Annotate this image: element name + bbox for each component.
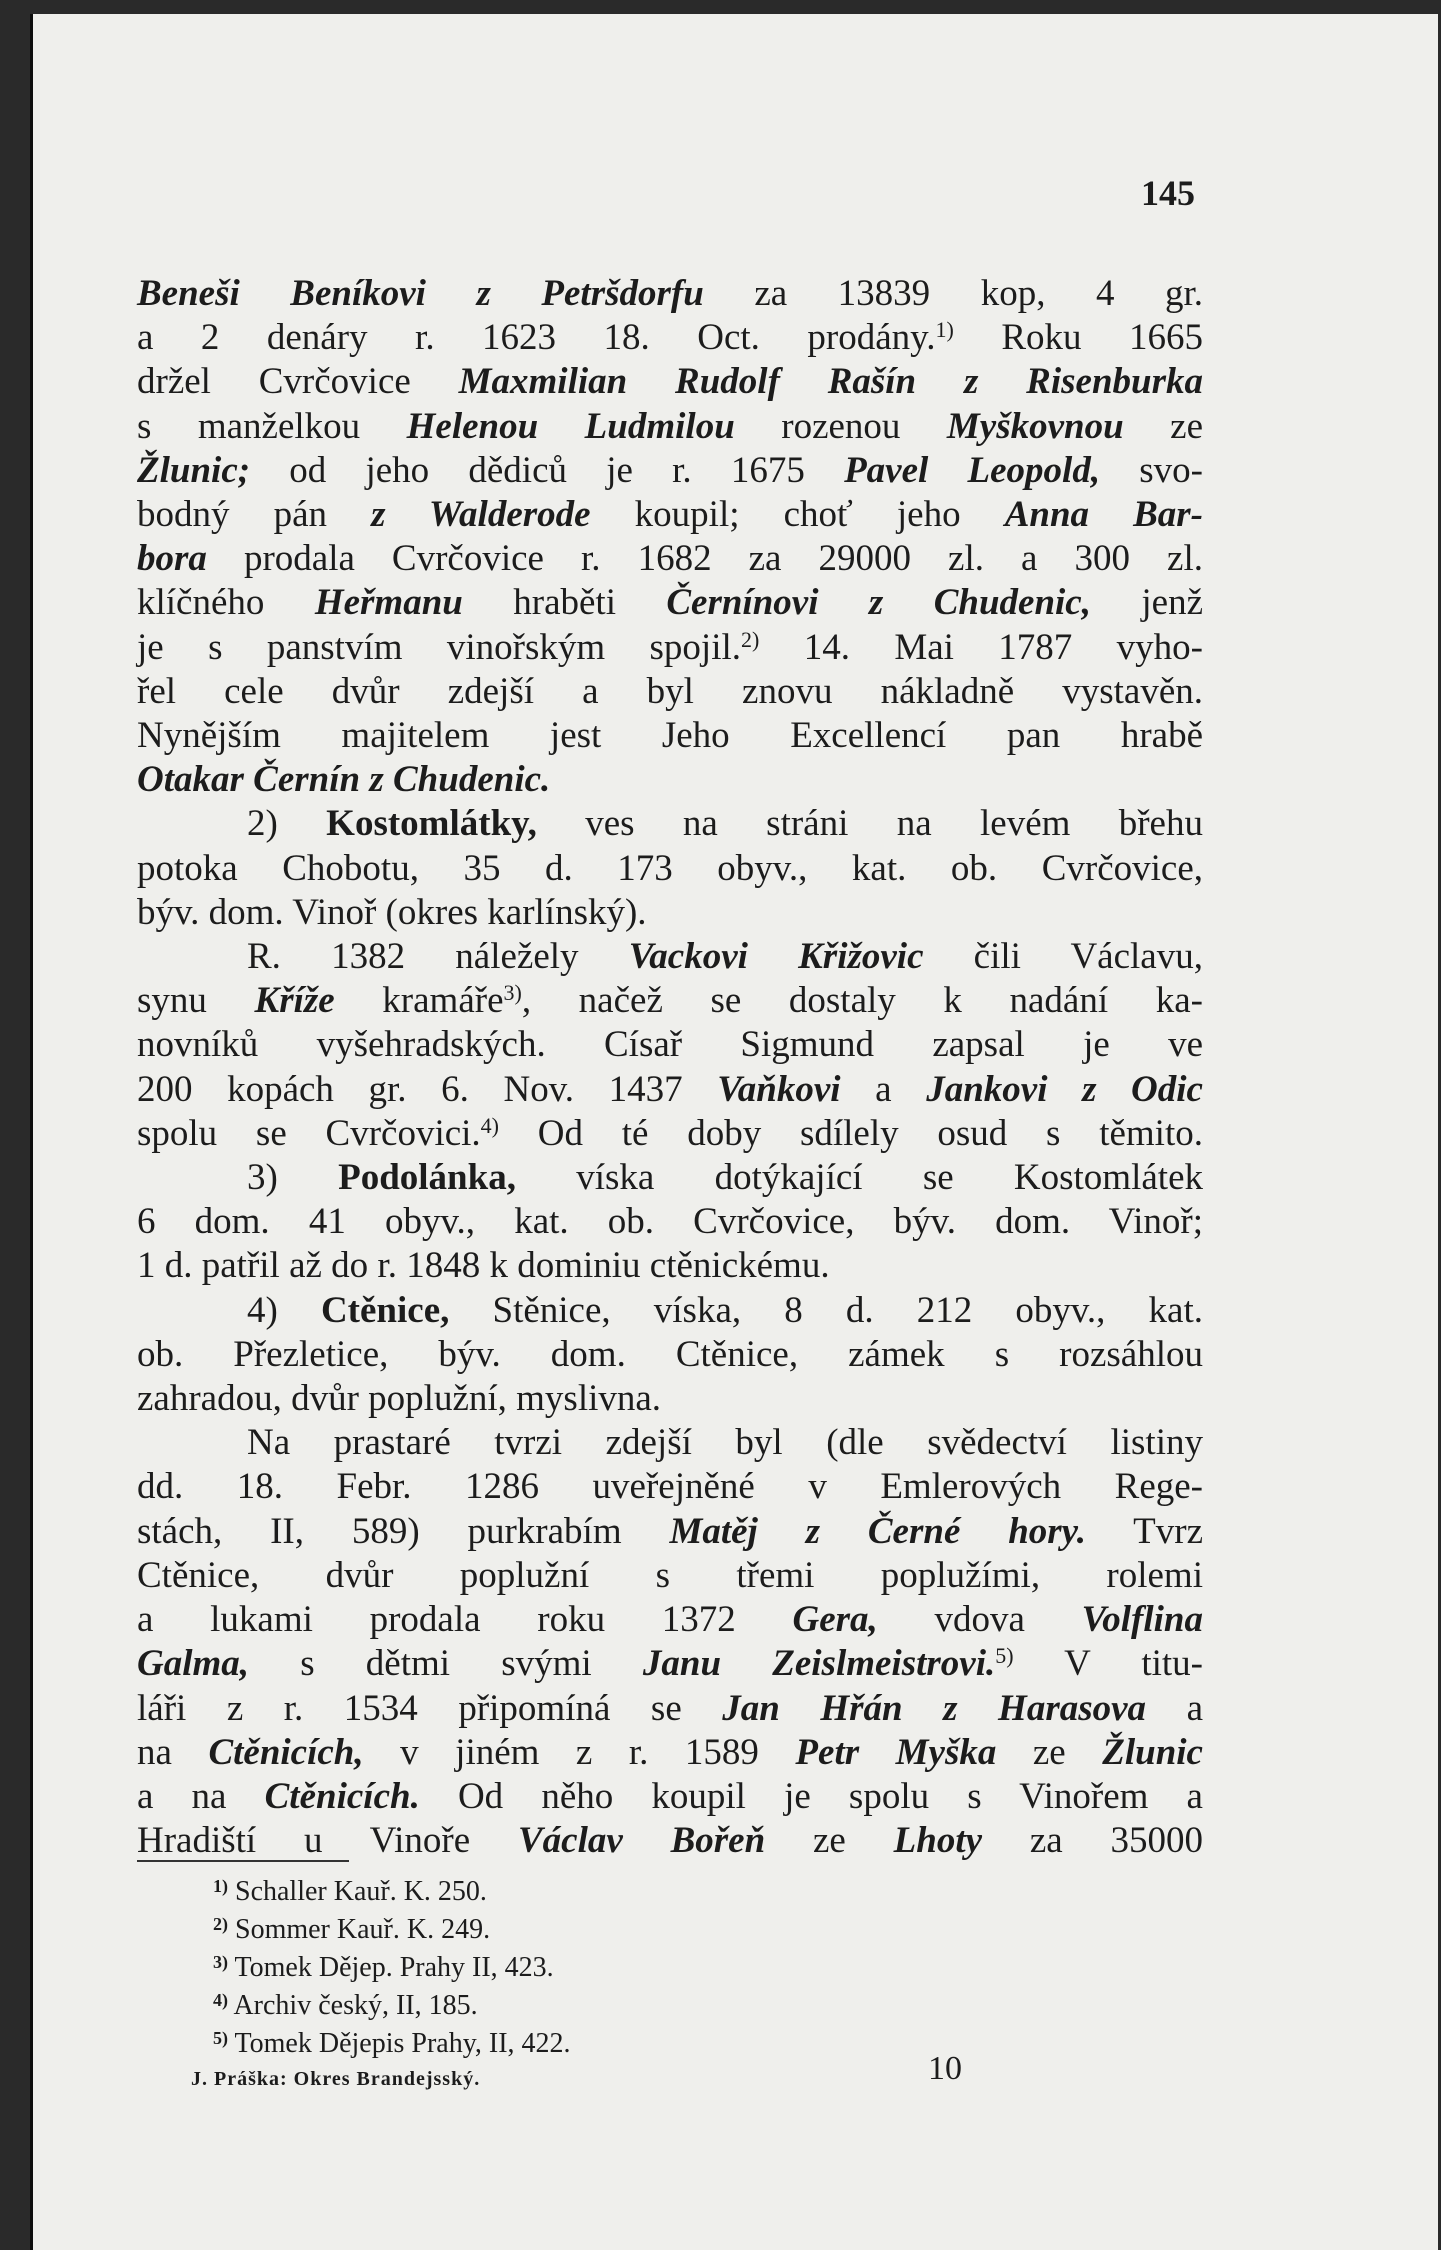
text-line — [137, 1465, 1203, 1509]
text-segment: Černínovi z Chudenic, — [666, 582, 1091, 624]
text-segment: Myškovnou — [946, 405, 1124, 447]
footnote-text: Sommer Kauř. K. 249. — [228, 1914, 491, 1945]
text-line — [137, 1731, 1203, 1775]
text-line — [137, 1554, 1203, 1598]
text-segment: Žlunic — [1102, 1731, 1203, 1773]
footnote-ref: 3) — [503, 980, 522, 1006]
text-segment: zahradou, dvůr poplužní, myslivna. — [137, 1378, 662, 1420]
page-number: 145 — [1141, 173, 1195, 213]
text-segment: jenž — [1090, 582, 1204, 624]
text-segment: bodný pán — [137, 494, 372, 536]
text-segment: v jiném z r. 1589 — [363, 1731, 796, 1773]
footnote-item — [213, 1984, 571, 2022]
text-segment: Helenou Ludmilou — [406, 405, 735, 447]
text-line — [137, 802, 1203, 846]
text-segment: Ctěnicích. — [264, 1775, 420, 1817]
text-segment: za 35000 — [982, 1820, 1203, 1862]
footnote-mark: 1) — [213, 1876, 228, 1896]
text-line — [137, 1819, 1203, 1863]
text-line — [137, 1112, 1203, 1156]
text-segment: Gera, — [792, 1599, 878, 1641]
text-segment: Ctěnice, dvůr poplužní s třemi poplužími, rolemi — [137, 1554, 1203, 1596]
text-segment: Janu Zeislmeistrovi. — [642, 1643, 996, 1685]
text-segment: Od té doby sdílely osud s těmito. — [499, 1112, 1203, 1154]
footnote-text: Tomek Dějep. Prahy II, 423. — [228, 1952, 554, 1983]
text-line — [137, 847, 1203, 891]
text-segment: Žlunic; — [137, 449, 251, 491]
text-segment: od jeho dědiců je r. 1675 — [250, 449, 845, 491]
text-line — [137, 714, 1203, 758]
text-segment: z Walderode — [371, 494, 591, 536]
text-segment: Lhoty — [893, 1820, 983, 1862]
text-line — [137, 581, 1203, 625]
text-segment: koupil; choť jeho — [590, 494, 1005, 536]
text-segment: 1 d. patřil až do r. 1848 k dominiu ctěnickému. — [137, 1245, 830, 1287]
text-segment: vdova — [877, 1599, 1082, 1641]
text-segment: Heřmanu — [314, 582, 463, 624]
text-segment: víska dotýkající se Kostomlátek — [515, 1157, 1203, 1199]
text-line — [137, 493, 1203, 537]
text-segment: a 2 denáry r. 1623 18. Oct. prodány. — [137, 317, 936, 359]
text-segment: Beneši Beníkovi z Petršdorfu — [137, 273, 704, 314]
text-segment: 14. Mai 1787 vyho- — [759, 626, 1203, 668]
text-segment: rozenou — [734, 405, 947, 447]
text-segment: prodala Cvrčovice r. 1682 za 29000 zl. a 300 zl. — [206, 538, 1203, 580]
footnote-item — [213, 1946, 571, 1984]
text-segment: klíčného — [137, 582, 315, 624]
book-page — [30, 14, 1438, 2250]
text-segment: 2) — [247, 803, 327, 845]
text-line — [137, 670, 1203, 714]
footnotes — [213, 1870, 571, 2060]
text-segment: a — [1146, 1687, 1203, 1729]
footnote-ref: 5) — [995, 1643, 1014, 1669]
text-segment: novníků vyšehradských. Císař Sigmund zapsal je ve — [137, 1024, 1203, 1066]
text-line — [137, 1023, 1203, 1067]
text-line — [137, 316, 1203, 360]
footnote-mark: 3) — [213, 1952, 228, 1972]
text-line — [137, 1200, 1203, 1244]
text-line — [137, 405, 1203, 449]
footnote-item — [213, 1908, 571, 1946]
sheet-signature: J. Práška: Okres Brandejsský. — [191, 2068, 481, 2090]
text-segment: na — [137, 1731, 209, 1773]
text-line — [137, 1642, 1203, 1686]
page-body-text — [137, 272, 1203, 1863]
text-segment: , načež se dostaly k nadání ka- — [521, 980, 1203, 1022]
sheet-number: 10 — [928, 2050, 962, 2087]
text-segment: a — [840, 1068, 927, 1110]
text-line — [137, 537, 1203, 581]
text-segment: R. 1382 náležely — [247, 936, 629, 978]
text-line — [137, 449, 1203, 493]
text-segment: svo- — [1100, 449, 1204, 491]
text-segment: Volflina — [1081, 1599, 1203, 1641]
text-line — [137, 1421, 1203, 1465]
text-segment: ze — [1123, 405, 1203, 447]
text-segment: ob. Přezletice, býv. dom. Ctěnice, zámek s rozsáhlou — [137, 1333, 1203, 1375]
text-line — [137, 758, 1203, 802]
text-segment: s dětmi svými — [249, 1643, 643, 1685]
text-segment: a lukami prodala roku 1372 — [137, 1599, 793, 1641]
text-segment: 200 kopách gr. 6. Nov. 1437 — [137, 1068, 718, 1110]
footnote-text: Schaller Kauř. K. 250. — [228, 1876, 487, 1907]
text-segment: Vackovi Křižovic — [628, 936, 924, 978]
text-segment: Podolánka, — [338, 1157, 516, 1199]
text-segment: za 13839 kop, 4 gr. — [703, 273, 1203, 314]
text-segment: potoka Chobotu, 35 d. 173 obyv., kat. ob. Cvrčovice, — [137, 847, 1203, 889]
text-segment: 3) — [247, 1157, 339, 1199]
text-segment: Jan Hřán z Harasova — [722, 1687, 1147, 1729]
text-segment: Na prastaré tvrzi zdejší byl (dle svědectví listiny — [247, 1422, 1203, 1464]
footnote-mark: 4) — [213, 1990, 228, 2010]
text-segment: Václav Bořeň — [517, 1820, 766, 1862]
text-line — [137, 1598, 1203, 1642]
text-segment: bora — [137, 538, 207, 580]
text-segment: Vaňkovi — [717, 1068, 841, 1110]
text-segment: ze — [996, 1731, 1103, 1773]
text-segment: 4) — [247, 1289, 321, 1331]
text-segment: Petr Myška — [795, 1731, 997, 1773]
text-segment: Galma, — [137, 1643, 250, 1685]
text-line — [137, 979, 1203, 1023]
text-segment: je s panstvím vinořským spojil. — [137, 626, 742, 668]
text-segment: ves na stráni na levém břehu — [536, 803, 1203, 845]
text-segment: Nynějším majitelem jest Jeho Excellencí pan hrabě — [137, 715, 1203, 757]
footnote-ref: 1) — [935, 317, 954, 343]
text-segment: býv. dom. Vinoř (okres karlínský). — [137, 891, 647, 933]
text-segment: 6 dom. 41 obyv., kat. ob. Cvrčovice, býv. dom. Vinoř; — [137, 1201, 1203, 1243]
text-line — [137, 1377, 1203, 1421]
text-line — [137, 1687, 1203, 1731]
text-segment: dd. 18. Febr. 1286 uveřejněné v Emlerových Rege- — [137, 1466, 1203, 1508]
text-line — [137, 1333, 1203, 1377]
text-segment: držel Cvrčovice — [137, 361, 459, 403]
text-segment: a na — [137, 1775, 265, 1817]
text-segment: Anna Bar- — [1004, 494, 1203, 536]
text-line — [137, 1289, 1203, 1333]
text-segment: stách, II, 589) purkrabím — [137, 1510, 670, 1552]
text-line — [137, 1156, 1203, 1200]
text-line — [137, 360, 1203, 404]
text-segment: řel cele dvůr zdejší a byl znovu nákladně vystavěn. — [137, 670, 1203, 712]
text-segment: Kostomlátky, — [326, 803, 537, 845]
text-segment: láři z r. 1534 připomíná se — [137, 1687, 723, 1729]
text-line — [137, 626, 1203, 670]
text-segment: Ctěnicích, — [208, 1731, 364, 1773]
text-segment: Matěj z Černé hory. — [669, 1510, 1086, 1552]
text-segment: Pavel Leopold, — [844, 449, 1101, 491]
text-segment: Stěnice, víska, 8 d. 212 obyv., kat. — [449, 1289, 1203, 1331]
text-segment: Tvrz — [1085, 1510, 1203, 1552]
text-segment: Ctěnice, — [320, 1289, 450, 1331]
footnote-ref: 2) — [741, 626, 760, 652]
footnote-text: Archiv český, II, 185. — [228, 1990, 478, 2021]
text-segment: Maxmilian Rudolf Rašín z Risenburka — [458, 361, 1203, 403]
text-segment: hraběti — [462, 582, 667, 624]
footnote-text: Tomek Dějepis Prahy, II, 422. — [228, 2028, 571, 2059]
footnote-item — [213, 1870, 571, 1908]
text-segment: Hradiští u Vinoře — [137, 1820, 518, 1862]
text-line — [137, 272, 1203, 316]
footnote-mark: 2) — [213, 1914, 228, 1934]
text-line — [137, 891, 1203, 935]
text-segment: kramáře — [334, 980, 504, 1022]
text-segment: spolu se Cvrčovici. — [137, 1112, 481, 1154]
text-segment: s manželkou — [137, 405, 407, 447]
footnote-divider — [137, 1860, 349, 1862]
text-segment: Jankovi z Odic — [926, 1068, 1203, 1110]
text-segment: V titu- — [1013, 1643, 1203, 1685]
text-segment: ze — [765, 1820, 894, 1862]
text-segment: Otakar Černín z Chudenic. — [137, 759, 551, 801]
footnote-mark: 5) — [213, 2028, 228, 2048]
text-line — [137, 1510, 1203, 1554]
text-segment: Roku 1665 — [953, 317, 1203, 359]
text-segment: Od něho koupil je spolu s Vinořem a — [419, 1775, 1203, 1817]
footnote-ref: 4) — [480, 1112, 499, 1138]
text-segment: synu — [137, 980, 255, 1022]
text-line — [137, 1068, 1203, 1112]
text-line — [137, 1775, 1203, 1819]
text-segment: Kříže — [254, 980, 335, 1022]
text-segment: čili Václavu, — [923, 936, 1203, 978]
text-line — [137, 1244, 1203, 1288]
footnote-item — [213, 2022, 571, 2060]
text-line — [137, 935, 1203, 979]
